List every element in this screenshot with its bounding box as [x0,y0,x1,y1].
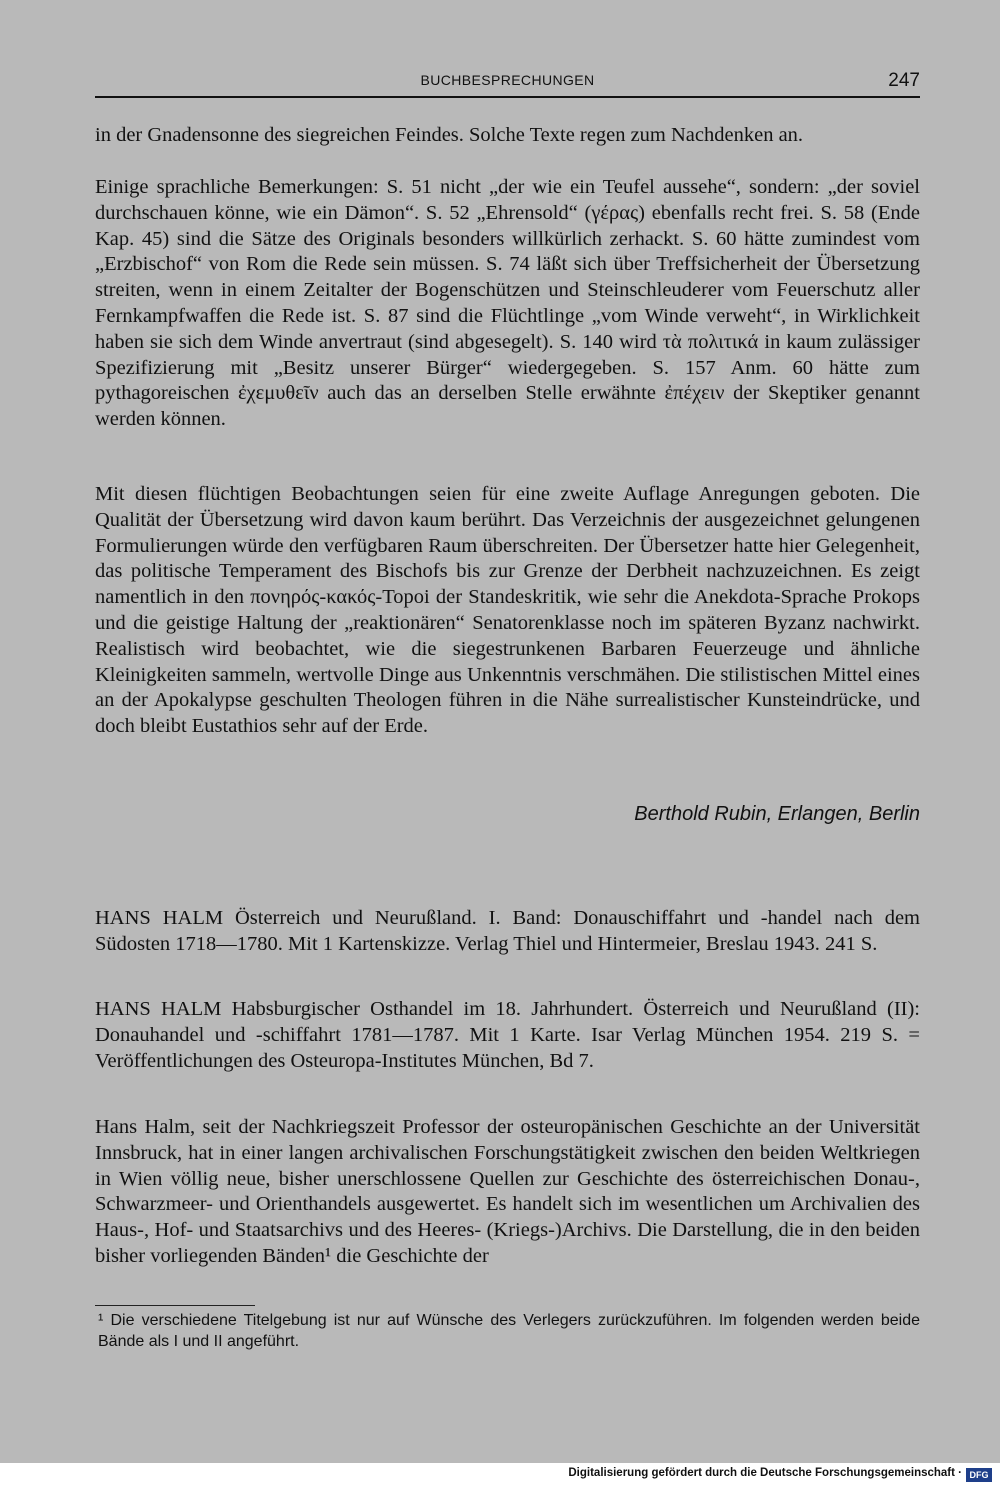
paragraph-observations: Mit diesen flüchtigen Beobachtungen seien für eine zweite Auflage Anregungen geboten. Die Qualität der Übersetzung wird davon kaum berührt. Das Verzeichnis der ausgezeichnet gelungenen Formulierungen würde den verfügbaren Raum überschreiten. Der Übersetzer hatte hier Gelegenheit, das politische Temperament des Bischofs bis zur Grenze der Derbheit nachzuzeichnen. Es zeigt namentlich in den πονηρός-κακός-Topoi der Standeskritik, wie sehr die Anekdota-Sprache Prokops und die geistige Haltung der „reaktionären“ Senatorenklasse noch im späteren Byzanz nachwirkt. Realistisch wird beobachtet, wie die siegestrunkenen Barbaren Feuerzeuge und ähnliche Kleinigkeiten sammeln, wertvolle Dinge aus Unkenntnis verschmähen. Die stilistischen Mittel eines an der Apokalypse geschulten Theologen führen in die Nähe surrealistischer Kunsteindrücke, und doch bleibt Eustathios sehr auf der Erde. [95,483,920,738]
dfg-logo: DFG [966,1468,992,1482]
digitization-credit-bar [0,1463,1000,1487]
bibliography-entry-1: HANS HALM Österreich und Neurußland. I. Band: Donauschiffahrt und -handel nach dem Südosten 1718—1780. Mit 1 Kartenskizze. Verlag Thiel und Hintermeier, Breslau 1943. 241 S. [95,907,920,955]
credit-text: Digitalisierung gefördert durch die Deutsche Forschungsgemeinschaft · [568,1467,962,1479]
footnote-rule [95,1305,255,1306]
paragraph-remarks: Einige sprachliche Bemerkungen: S. 51 nicht „der wie ein Teufel aussehe“, sondern: „der soviel durchschauen könne, wie ein Dämon“. S. 52 „Ehrensold“ (γέρας) ebenfalls recht frei. S. 58 (Ende Kap. 45) sind die Sätze des Originals besonders willkürlich zerhackt. S. 60 hätte zumindest vom „Erzbischof“ von Rom die Rede sein müssen. S. 74 läßt sich über Treffsicherheit der Übersetzung streiten, wenn in einem Zeitalter der Bogenschützen und Steinschleuderer vom Feuerschutz aller Fernkampfwaffen die Rede ist. S. 87 sind die Flüchtlinge „vom Winde verweht“, in Wirklichkeit haben sie sich dem Winde anvertraut (sind abgesegelt). S. 140 wird τὰ πολιτικά in kaum zulässiger Spezifizierung mit „Besitz unserer Bürger“ wiedergegeben. S. 157 Anm. 60 hätte zum pythagoreischen ἐχεμυθεῖν auch das an derselben Stelle erwähnte ἐπέχειν der Skeptiker genannt werden können. [95,176,920,431]
paragraph-continuation: in der Gnadensonne des siegreichen Feindes. Solche Texte regen zum Nachdenken an. [95,124,804,146]
footnote: ¹ Die verschiedene Titelgebung ist nur auf Wünsche des Verlegers zurückzuführen. Im folgenden werden beide Bände als I und II angeführt. [98,1312,920,1350]
running-header [95,72,920,98]
page-number: 247 [888,70,920,91]
review-intro-paragraph: Hans Halm, seit der Nachkriegszeit Professor der osteuropänischen Geschichte an der Universität Innsbruck, hat in einer langen archivalischen Forschungstätigkeit zwischen den beiden Weltkriegen in Wien völlig neue, bisher unerschlossene Quellen zur Geschichte des österreichischen Donau-, Schwarzmeer- und Orienthandels ausgewertet. Es handelt sich im wesentlichen um Archivalien des Haus-, Hof- und Staatsarchivs und des Heeres- (Kriegs-)Archivs. Die Darstellung, die in den beiden bisher vorliegenden Bänden¹ die Geschichte der [95,1116,920,1267]
review-signature: Berthold Rubin, Erlangen, Berlin [634,803,920,825]
bibliography-entry-2: HANS HALM Habsburgischer Osthandel im 18. Jahrhundert. Österreich und Neurußland (II): Donauhandel und -schiffahrt 1781—1787. Mit 1 Karte. Isar Verlag München 1954. 219 S. = Veröffentlichungen des Osteuropa-Institutes München, Bd 7. [95,998,920,1072]
running-title: BUCHBESPRECHUNGEN [420,72,595,88]
